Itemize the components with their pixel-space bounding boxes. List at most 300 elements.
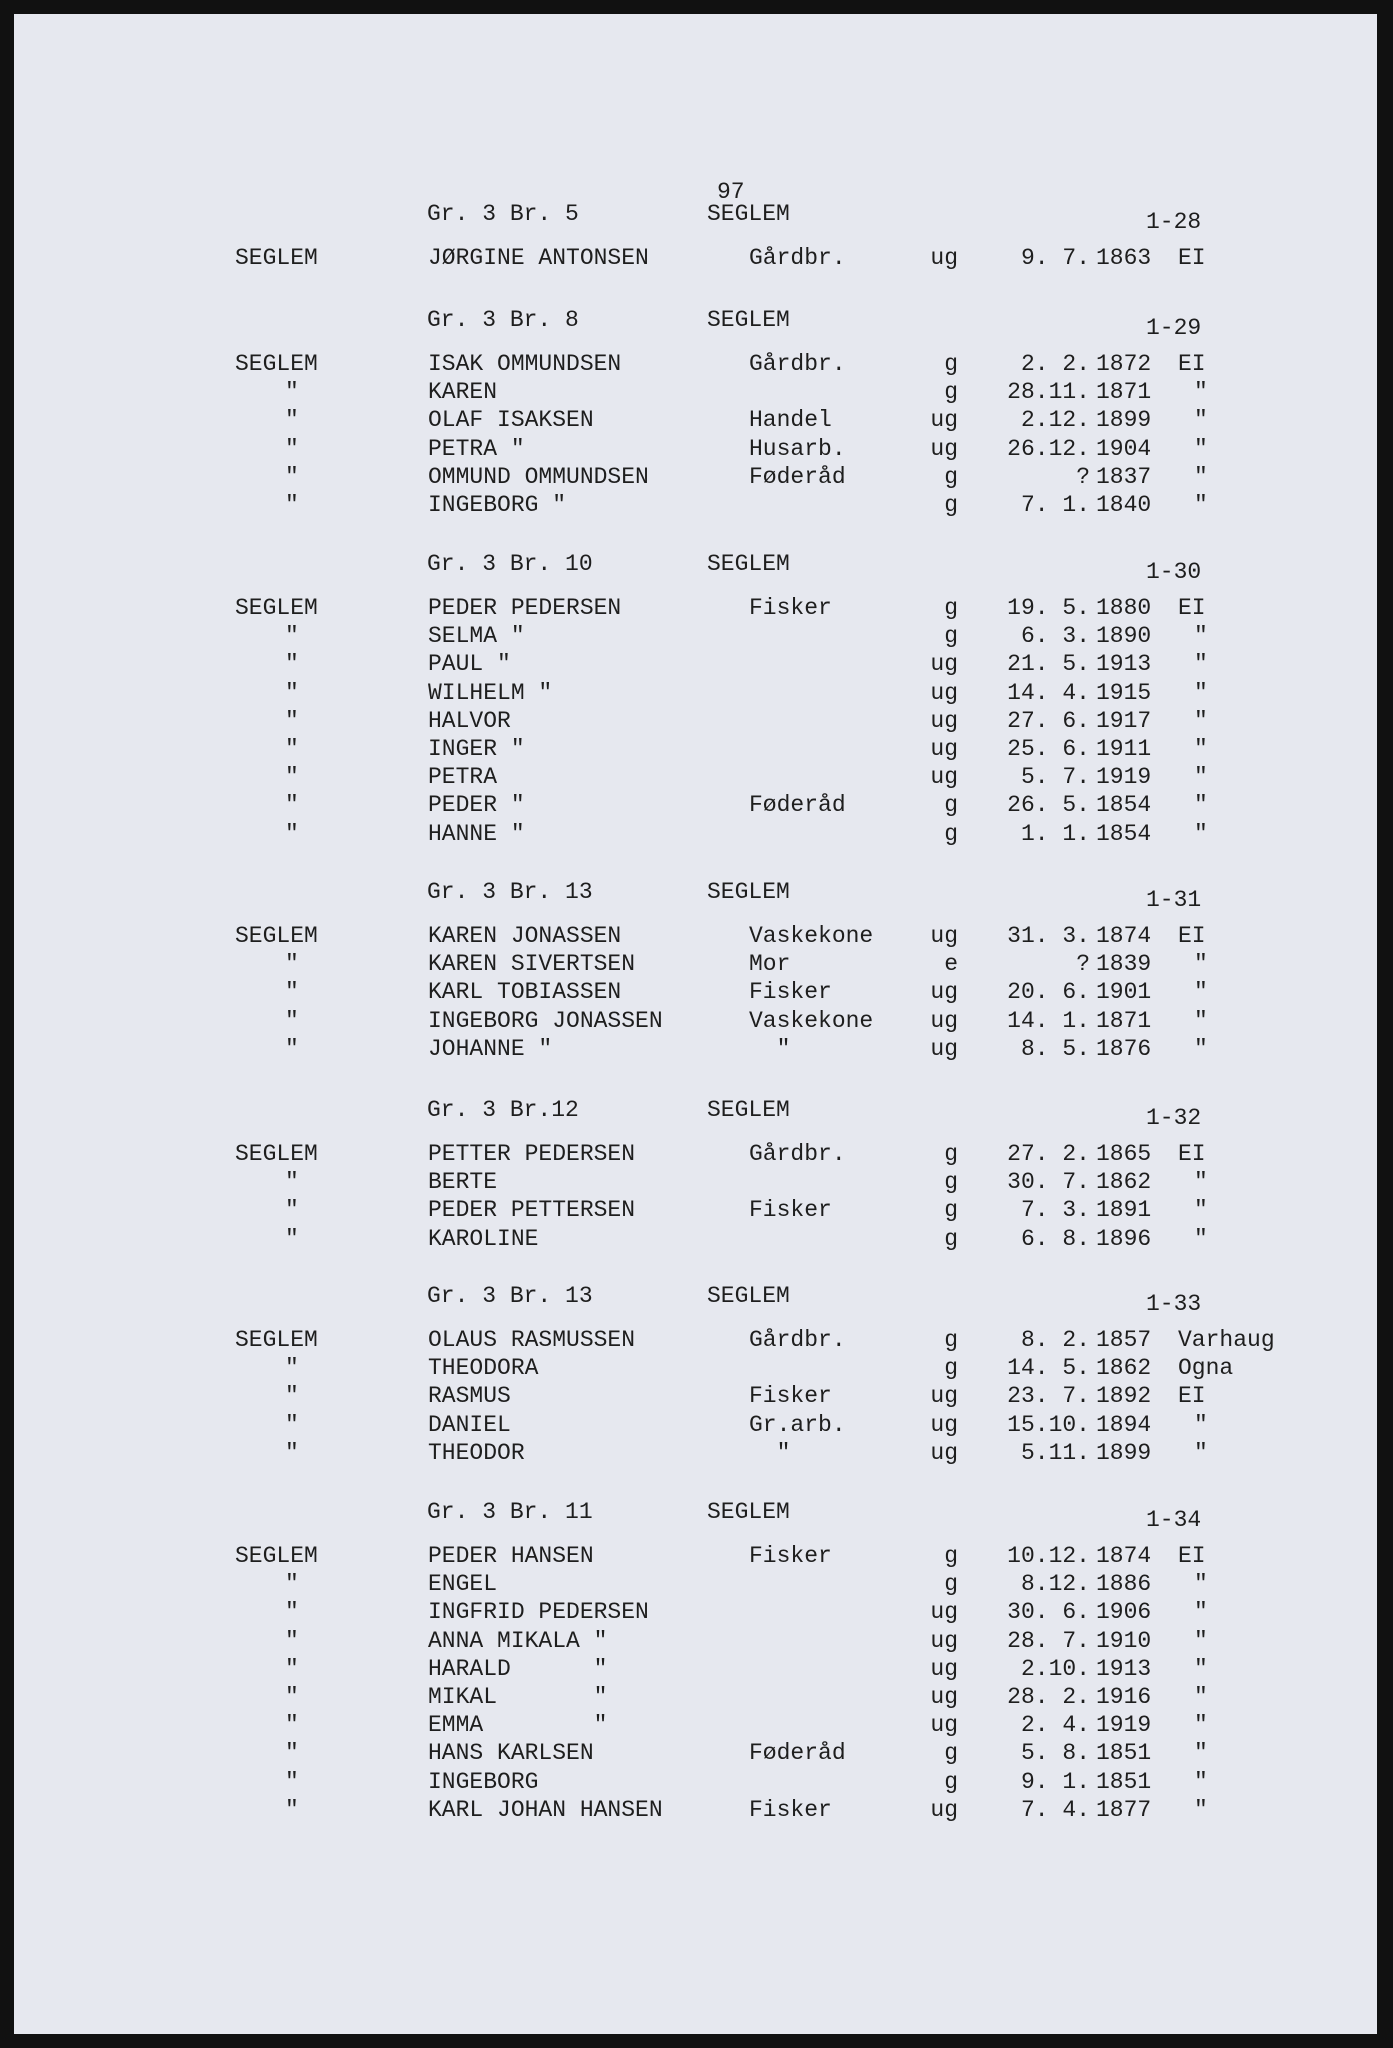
register-row (14, 1768, 1377, 1796)
row-birth-year: 1871 (1096, 1007, 1152, 1034)
row-place: " (285, 407, 299, 434)
row-place: " (285, 979, 299, 1006)
row-occupation: Gr.arb. (749, 1411, 846, 1438)
row-birth-date: 21. 5. (1007, 651, 1090, 678)
row-birthplace: EI (1178, 923, 1206, 949)
row-marital-status: g (944, 1571, 958, 1598)
row-birth-date: 14. 1. (1007, 1007, 1090, 1034)
row-marital-status: g (944, 1740, 958, 1767)
register-row (14, 679, 1377, 707)
row-marital-status: g (944, 1197, 958, 1224)
row-marital-status: ug (930, 679, 958, 706)
row-birth-year: 1837 (1096, 463, 1152, 490)
row-name: ANNA MIKALA " (428, 1627, 608, 1654)
row-marital-status: g (944, 1169, 958, 1196)
register-row (14, 1225, 1377, 1253)
row-birthplace: Ogna (1178, 1355, 1234, 1382)
row-occupation: Fisker (749, 1543, 832, 1569)
grave-reference: Gr. 3 Br. 5 (427, 201, 579, 227)
row-birth-year: 1874 (1096, 923, 1152, 949)
row-name: INGFRID PEDERSEN (428, 1599, 649, 1626)
document-page (14, 14, 1377, 2034)
row-occupation: Husarb. (749, 435, 846, 462)
row-birthplace: " (1194, 1225, 1208, 1252)
row-birth-year: 1901 (1096, 979, 1152, 1006)
row-birthplace: " (1194, 951, 1208, 978)
row-birth-year: 1919 (1096, 1712, 1152, 1739)
row-name: KARL TOBIASSEN (428, 979, 622, 1006)
row-birthplace: " (1194, 820, 1208, 847)
row-name: PETRA " (428, 435, 525, 462)
row-marital-status: g (944, 1225, 958, 1252)
row-name: JOHANNE " (428, 1035, 553, 1062)
register-row (14, 1354, 1377, 1382)
row-birth-date: 30. 6. (1007, 1599, 1090, 1626)
row-birth-date: 14. 5. (1007, 1355, 1090, 1382)
row-marital-status: ug (930, 979, 958, 1006)
row-birthplace: EI (1178, 1141, 1206, 1167)
register-row (14, 763, 1377, 791)
row-marital-status: ug (930, 707, 958, 734)
row-birth-date: 5.11. (1020, 1439, 1090, 1466)
row-birth-date: 1. 1. (1020, 820, 1090, 847)
row-birth-date: 15.10. (1007, 1411, 1090, 1438)
row-birthplace: " (1194, 1655, 1208, 1682)
row-birthplace: " (1194, 1740, 1208, 1767)
register-row (14, 594, 1377, 622)
row-birth-date: 8. 5. (1020, 1035, 1090, 1062)
row-marital-status: ug (930, 245, 958, 271)
row-name: ENGEL (428, 1571, 498, 1598)
row-birth-date: 8.12. (1020, 1571, 1090, 1598)
row-place: " (285, 1740, 299, 1767)
row-birth-date: 28.11. (1007, 379, 1090, 406)
row-occupation: Mor (749, 951, 791, 978)
row-name: KAREN JONASSEN (428, 923, 622, 949)
row-name: KAREN (428, 379, 498, 406)
row-birth-date: 28. 7. (1007, 1627, 1090, 1654)
row-marital-status: ug (930, 651, 958, 678)
row-name: OLAF ISAKSEN (428, 407, 594, 434)
row-marital-status: ug (930, 1411, 958, 1438)
row-birth-date: 6. 8. (1020, 1225, 1090, 1252)
row-birth-year: 1913 (1096, 1655, 1152, 1682)
row-marital-status: g (944, 379, 958, 406)
row-birth-date: 23. 7. (1007, 1383, 1090, 1410)
row-birthplace: " (1194, 407, 1208, 434)
section-code: 1-31 (1146, 887, 1202, 913)
row-birth-year: 1916 (1096, 1684, 1152, 1710)
row-birth-date: 2.12. (1020, 407, 1090, 434)
row-place: " (285, 492, 299, 518)
row-place: " (285, 1655, 299, 1682)
section-code: 1-28 (1146, 209, 1202, 235)
row-birth-year: 1872 (1096, 351, 1152, 377)
register-row (14, 435, 1377, 463)
register-row (14, 650, 1377, 678)
row-name: HALVOR (428, 707, 511, 734)
row-place: SEGLEM (235, 1141, 318, 1167)
row-place: " (285, 820, 299, 847)
row-birth-year: 1919 (1096, 764, 1152, 791)
register-row (14, 1326, 1377, 1354)
row-birth-date: 7. 1. (1020, 492, 1090, 518)
row-occupation: Gårdbr. (749, 245, 846, 271)
row-birthplace: " (1194, 1627, 1208, 1654)
row-place: " (285, 1169, 299, 1196)
row-birthplace: " (1194, 736, 1208, 762)
section-header (14, 306, 1377, 341)
row-birth-date: 26. 5. (1007, 792, 1090, 819)
section-place: SEGLEM (707, 1097, 790, 1123)
row-marital-status: ug (930, 764, 958, 791)
row-birthplace: Varhaug (1178, 1327, 1275, 1353)
row-birth-date: 31. 3. (1007, 923, 1090, 949)
row-name: THEODOR (428, 1439, 525, 1466)
register-row (14, 1168, 1377, 1196)
row-marital-status: g (944, 820, 958, 847)
row-name: HANS KARLSEN (428, 1740, 594, 1767)
row-birth-year: 1840 (1096, 492, 1152, 518)
row-birthplace: " (1194, 679, 1208, 706)
register-row (14, 950, 1377, 978)
row-occupation: Gårdbr. (749, 351, 846, 377)
register-row (14, 1655, 1377, 1683)
section-header (14, 1096, 1377, 1131)
row-birth-year: 1899 (1096, 407, 1152, 434)
row-birthplace: " (1194, 1571, 1208, 1598)
row-occupation: Vaskekone (749, 1007, 874, 1034)
register-row (14, 350, 1377, 378)
row-name: HARALD " (428, 1655, 608, 1682)
section-code: 1-32 (1146, 1105, 1202, 1131)
row-name: JØRGINE ANTONSEN (428, 245, 649, 271)
row-birth-year: 1891 (1096, 1197, 1152, 1224)
row-occupation: Handel (749, 407, 832, 434)
row-birthplace: " (1194, 651, 1208, 678)
row-marital-status: g (944, 792, 958, 819)
section-place: SEGLEM (707, 307, 790, 333)
row-birthplace: " (1194, 1796, 1208, 1823)
row-occupation: Gårdbr. (749, 1141, 846, 1167)
row-birth-year: 1913 (1096, 651, 1152, 678)
register-row (14, 707, 1377, 735)
row-birthplace: " (1194, 1684, 1208, 1710)
row-birthplace: " (1194, 1197, 1208, 1224)
row-occupation: " (749, 1439, 791, 1466)
row-birth-date: 5. 8. (1020, 1740, 1090, 1767)
row-birth-year: 1911 (1096, 736, 1152, 762)
row-birthplace: EI (1178, 351, 1206, 377)
row-place: " (285, 1684, 299, 1710)
row-occupation: Fisker (749, 979, 832, 1006)
register-row (14, 735, 1377, 763)
row-place: " (285, 707, 299, 734)
row-occupation: Fisker (749, 1796, 832, 1823)
row-birthplace: " (1194, 435, 1208, 462)
row-name: PETTER PEDERSEN (428, 1141, 636, 1167)
section-code: 1-33 (1146, 1291, 1202, 1317)
register-row (14, 1683, 1377, 1711)
row-marital-status: e (944, 951, 958, 978)
section-place: SEGLEM (707, 1283, 790, 1309)
row-place: " (285, 1225, 299, 1252)
row-birth-date: 27. 2. (1007, 1141, 1090, 1167)
row-place: " (285, 623, 299, 650)
register-row (14, 1796, 1377, 1824)
row-birth-year: 1854 (1096, 820, 1152, 847)
row-place: " (285, 1355, 299, 1382)
register-row (14, 1439, 1377, 1467)
row-birth-year: 1862 (1096, 1355, 1152, 1382)
section-place: SEGLEM (707, 879, 790, 905)
row-marital-status: g (944, 1355, 958, 1382)
row-place: " (285, 1712, 299, 1739)
row-name: INGEBORG " (428, 492, 567, 518)
row-place: " (285, 1411, 299, 1438)
row-name: HANNE " (428, 820, 525, 847)
row-name: ISAK OMMUNDSEN (428, 351, 622, 377)
section-header (14, 878, 1377, 913)
row-birth-year: 1899 (1096, 1439, 1152, 1466)
page-number: 97 (717, 179, 745, 205)
row-place: SEGLEM (235, 595, 318, 621)
row-birthplace: EI (1178, 245, 1206, 271)
row-marital-status: ug (930, 407, 958, 434)
register-row (14, 463, 1377, 491)
section-header (14, 200, 1377, 235)
row-name: MIKAL " (428, 1684, 608, 1710)
row-marital-status: ug (930, 1655, 958, 1682)
row-birth-date: ? (1076, 463, 1090, 490)
grave-reference: Gr. 3 Br. 13 (427, 1283, 593, 1309)
row-place: " (285, 1768, 299, 1795)
row-place: " (285, 1035, 299, 1062)
row-name: RASMUS (428, 1383, 511, 1410)
register-row (14, 244, 1377, 272)
section-header (14, 1498, 1377, 1533)
row-marital-status: ug (930, 1007, 958, 1034)
row-marital-status: ug (930, 1712, 958, 1739)
row-birth-date: 14. 4. (1007, 679, 1090, 706)
row-birth-date: 20. 6. (1007, 979, 1090, 1006)
row-marital-status: ug (930, 1796, 958, 1823)
section-header (14, 550, 1377, 585)
section-code: 1-29 (1146, 315, 1202, 341)
row-name: KARL JOHAN HANSEN (428, 1796, 663, 1823)
row-place: " (285, 764, 299, 791)
row-name: BERTE (428, 1169, 498, 1196)
row-name: EMMA " (428, 1712, 608, 1739)
row-occupation: Gårdbr. (749, 1327, 846, 1353)
row-birthplace: " (1194, 1439, 1208, 1466)
row-birthplace: " (1194, 1411, 1208, 1438)
register-row (14, 1140, 1377, 1168)
row-birth-year: 1851 (1096, 1768, 1152, 1795)
row-occupation: Vaskekone (749, 923, 874, 949)
row-birth-date: 28. 2. (1007, 1684, 1090, 1710)
register-row (14, 791, 1377, 819)
row-marital-status: ug (930, 1439, 958, 1466)
register-row (14, 1627, 1377, 1655)
row-birth-date: 26.12. (1007, 435, 1090, 462)
row-place: " (285, 435, 299, 462)
row-marital-status: g (944, 1327, 958, 1353)
row-birthplace: " (1194, 623, 1208, 650)
grave-reference: Gr. 3 Br.12 (427, 1097, 579, 1123)
register-row (14, 1035, 1377, 1063)
section-place: SEGLEM (707, 1499, 790, 1525)
row-birth-date: 2. 2. (1020, 351, 1090, 377)
register-row (14, 1382, 1377, 1410)
row-name: PEDER HANSEN (428, 1543, 594, 1569)
register-row (14, 491, 1377, 519)
row-name: DANIEL (428, 1411, 511, 1438)
row-place: " (285, 651, 299, 678)
row-birth-year: 1894 (1096, 1411, 1152, 1438)
register-row (14, 1542, 1377, 1570)
row-birth-date: 9. 1. (1020, 1768, 1090, 1795)
row-birth-date: 5. 7. (1020, 764, 1090, 791)
row-birth-date: 8. 2. (1020, 1327, 1090, 1353)
row-name: PETRA (428, 764, 498, 791)
row-place: " (285, 1627, 299, 1654)
row-marital-status: ug (930, 1035, 958, 1062)
row-birth-year: 1839 (1096, 951, 1152, 978)
row-occupation: Føderåd (749, 1740, 846, 1767)
row-marital-status: ug (930, 1627, 958, 1654)
row-birth-year: 1892 (1096, 1383, 1152, 1410)
row-place: " (285, 736, 299, 762)
register-row (14, 622, 1377, 650)
row-place: SEGLEM (235, 351, 318, 377)
row-place: SEGLEM (235, 923, 318, 949)
row-birth-year: 1871 (1096, 379, 1152, 406)
register-row (14, 1007, 1377, 1035)
row-birth-year: 1857 (1096, 1327, 1152, 1353)
row-marital-status: g (944, 463, 958, 490)
row-place: " (285, 1197, 299, 1224)
row-place: " (285, 792, 299, 819)
row-birth-year: 1917 (1096, 707, 1152, 734)
row-marital-status: g (944, 623, 958, 650)
row-name: PEDER " (428, 792, 525, 819)
row-name: PAUL " (428, 651, 511, 678)
row-birth-year: 1906 (1096, 1599, 1152, 1626)
row-marital-status: g (944, 351, 958, 377)
row-marital-status: ug (930, 1383, 958, 1410)
row-birthplace: " (1194, 707, 1208, 734)
row-name: OLAUS RASMUSSEN (428, 1327, 636, 1353)
row-marital-status: ug (930, 435, 958, 462)
row-birthplace: EI (1178, 1543, 1206, 1569)
row-birth-date: 7. 3. (1020, 1197, 1090, 1224)
row-birth-year: 1890 (1096, 623, 1152, 650)
row-birthplace: " (1194, 1712, 1208, 1739)
row-birth-year: 1854 (1096, 792, 1152, 819)
row-occupation: Føderåd (749, 463, 846, 490)
register-row (14, 406, 1377, 434)
row-name: WILHELM " (428, 679, 553, 706)
register-row (14, 978, 1377, 1006)
register-row (14, 1411, 1377, 1439)
row-marital-status: ug (930, 1684, 958, 1710)
row-marital-status: ug (930, 736, 958, 762)
row-place: " (285, 1439, 299, 1466)
row-birth-year: 1863 (1096, 245, 1152, 271)
row-occupation: Fisker (749, 1197, 832, 1224)
row-birth-date: 27. 6. (1007, 707, 1090, 734)
row-place: " (285, 951, 299, 978)
row-birth-date: 9. 7. (1020, 245, 1090, 271)
row-name: INGEBORG (428, 1768, 539, 1795)
row-place: " (285, 1796, 299, 1823)
row-birthplace: " (1194, 379, 1208, 406)
row-birthplace: " (1194, 1768, 1208, 1795)
row-place: " (285, 463, 299, 490)
row-birthplace: " (1194, 1169, 1208, 1196)
row-occupation: Fisker (749, 595, 832, 621)
row-birth-year: 1851 (1096, 1740, 1152, 1767)
row-name: SELMA " (428, 623, 525, 650)
row-place: " (285, 1571, 299, 1598)
row-name: PEDER PETTERSEN (428, 1197, 636, 1224)
row-birth-year: 1874 (1096, 1543, 1152, 1569)
section-code: 1-34 (1146, 1507, 1202, 1533)
row-birthplace: " (1194, 1599, 1208, 1626)
row-birth-year: 1915 (1096, 679, 1152, 706)
row-birth-date: 25. 6. (1007, 736, 1090, 762)
row-birthplace: " (1194, 1007, 1208, 1034)
row-birth-year: 1904 (1096, 435, 1152, 462)
row-place: " (285, 1383, 299, 1410)
row-birth-date: 10.12. (1007, 1543, 1090, 1569)
row-birthplace: " (1194, 463, 1208, 490)
row-marital-status: ug (930, 923, 958, 949)
register-row (14, 1196, 1377, 1224)
row-marital-status: g (944, 1543, 958, 1569)
register-row (14, 378, 1377, 406)
row-birth-date: 6. 3. (1020, 623, 1090, 650)
register-row (14, 1570, 1377, 1598)
row-place: " (285, 1007, 299, 1034)
row-marital-status: g (944, 1141, 958, 1167)
row-birth-year: 1862 (1096, 1169, 1152, 1196)
row-place: SEGLEM (235, 1543, 318, 1569)
row-birth-year: 1865 (1096, 1141, 1152, 1167)
grave-reference: Gr. 3 Br. 11 (427, 1499, 593, 1525)
row-place: " (285, 679, 299, 706)
row-name: PEDER PEDERSEN (428, 595, 622, 621)
row-birthplace: EI (1178, 595, 1206, 621)
grave-reference: Gr. 3 Br. 8 (427, 307, 579, 333)
register-row (14, 1598, 1377, 1626)
row-birth-year: 1886 (1096, 1571, 1152, 1598)
row-occupation: " (749, 1035, 791, 1062)
row-birth-date: 2.10. (1020, 1655, 1090, 1682)
row-birth-date: 2. 4. (1020, 1712, 1090, 1739)
row-name: THEODORA (428, 1355, 539, 1382)
row-birth-year: 1896 (1096, 1225, 1152, 1252)
row-marital-status: g (944, 1768, 958, 1795)
register-row (14, 820, 1377, 848)
row-birthplace: EI (1178, 1383, 1206, 1410)
row-place: SEGLEM (235, 1327, 318, 1353)
register-row (14, 922, 1377, 950)
row-name: KAROLINE (428, 1225, 539, 1252)
row-birth-date: 30. 7. (1007, 1169, 1090, 1196)
row-place: SEGLEM (235, 245, 318, 271)
